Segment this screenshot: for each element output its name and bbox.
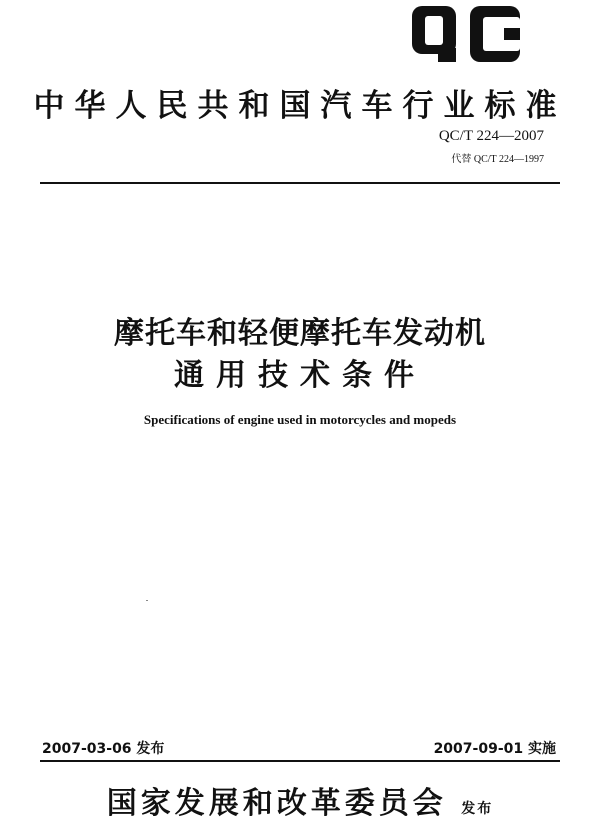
logo-letter-q xyxy=(412,6,456,62)
issuer-suffix: 发布 xyxy=(461,801,494,817)
logo-letter-c xyxy=(470,6,520,62)
document-title-line-1: 摩托车和轻便摩托车发动机 xyxy=(114,316,486,351)
issuer-name: 国家发展和改革委员会 xyxy=(106,786,447,821)
footer-divider xyxy=(40,760,560,762)
english-title: Specifications of engine used in motorcycles and mopeds xyxy=(143,412,457,427)
issuing-authority xyxy=(0,778,600,822)
qc-logo xyxy=(410,4,522,64)
implement-date: 2007-09-01 实施 xyxy=(433,741,556,757)
publish-date: 2007-03-06 发布 xyxy=(42,741,165,757)
industry-standard-title: 中华人民共和国汽车行业标准 xyxy=(33,88,567,124)
header-divider xyxy=(40,182,560,184)
standard-number: QC/T 224—2007 xyxy=(438,128,544,144)
replaces-standard: 代替 QC/T 224—1997 xyxy=(451,154,544,165)
scan-speck xyxy=(146,600,148,601)
document-title-line-2: 通用技术条件 xyxy=(174,358,426,393)
